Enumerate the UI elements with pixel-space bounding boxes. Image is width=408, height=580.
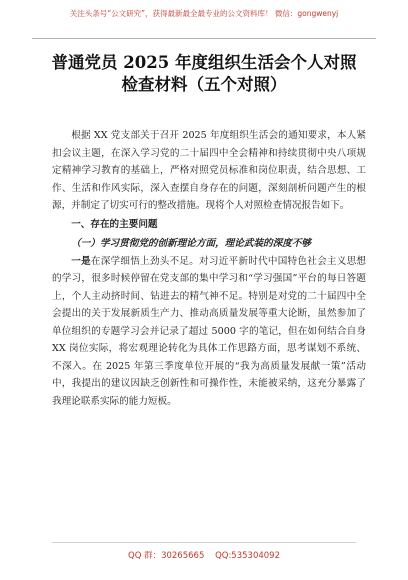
footer-qq-contact: QQ:535304092 bbox=[215, 551, 280, 561]
subsection-heading: （一）学习贯彻党的创新理论方面，理论武装的深度不够 bbox=[71, 238, 312, 249]
title-line-2: 检查材料（五个对照） bbox=[121, 75, 287, 94]
intro-paragraph: 根据 XX 党支部关于召开 2025 年度组织生活会的通知要求，本人紧扣会议主题，在深入学习党的二十届四中全会精神和持续贯彻中央八项规定精神学习教育的基础上，严格对照党员标准和岗位职责，结合思想、工作、生活和作风实际，深入查摆自身存在的问题，深刻剖析问题产生的根源，并制定了切实可行的整改措施。现将个人对照检查情况报告如下。 bbox=[52, 130, 366, 211]
paragraph-lead: 一是 bbox=[71, 255, 91, 267]
header-banner: 关注头条号“公文研究”，获得最新最全最专业的公文资料库！ 微信：gongwenyj bbox=[69, 9, 339, 18]
footer-qq-group: QQ 群：30265665 bbox=[128, 551, 205, 561]
body-paragraph bbox=[52, 253, 366, 411]
document-body bbox=[52, 127, 366, 410]
title-line-1: 普通党员 2025 年度组织生活会个人对照 bbox=[51, 53, 357, 72]
footer-divider bbox=[52, 542, 356, 543]
paragraph-text: 在深学细悟上劲头不足。对习近平新时代中国特色社会主义思想的学习，很多时候停留在党支部的集中学习和“学习强国”平台的每日答题上，个人主动挤时间、钻进去的精气神不足。特别是对党的二十届四中全会提出的关于发展新质生产力、推动高质量发展等重大论断，虽然参加了单位组织的专题学习会并记录了超过 5000 字的笔记，但在如何结合自身 XX 岗位实际，将宏观理论转化为具体工作思路方面，思考谋划不系统、不深入。在 2025 年第三季度单位开展的“我为高质量发展献一策”活动中，我提出的建议因缺乏创新性和可操作性，未能被采纳，这充分暴露了我理论联系实际的能力短板。 bbox=[52, 255, 367, 407]
footer bbox=[0, 549, 408, 561]
header-divider bbox=[32, 38, 376, 39]
document-title bbox=[20, 52, 388, 96]
section-heading: 一、存在的主要问题 bbox=[71, 218, 158, 230]
